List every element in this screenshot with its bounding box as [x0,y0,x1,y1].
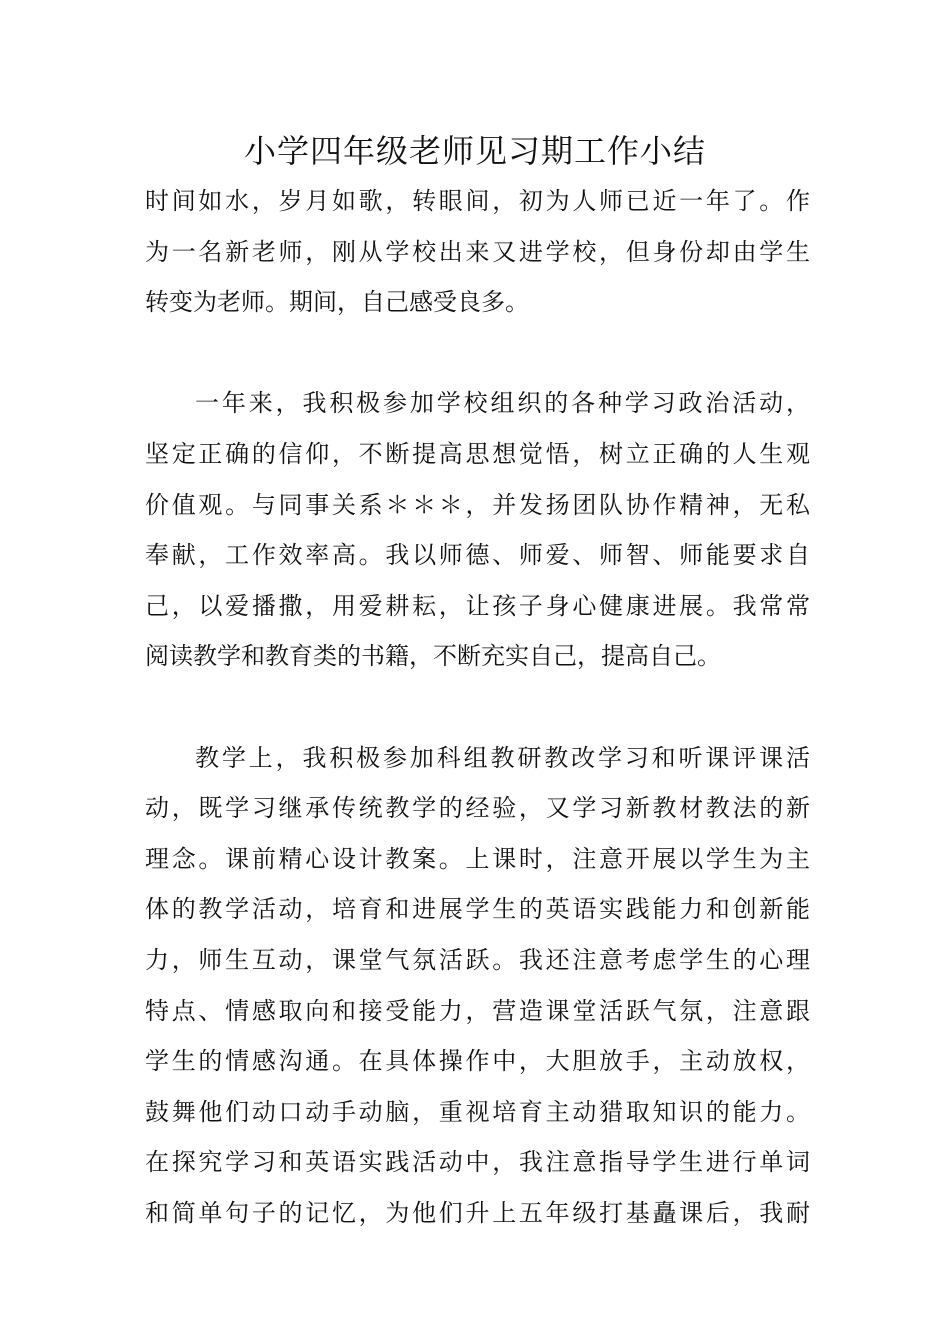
text-line: 坚定正确的信仰，不断提高思想觉悟，树立正确的人生观 [145,439,810,468]
text-line: 体的教学活动，培育和进展学生的英语实践能力和创新能 [145,895,810,924]
text-line: 一年来，我积极参加学校组织的各种学习政治活动， [195,389,810,418]
text-line: 和简单句子的记忆，为他们升上五年级打基矗课后，我耐 [145,1198,810,1227]
text-line: 理念。课前精心设计教案。上课时，注意开展以学生为主 [145,844,810,873]
text-line: 时间如水，岁月如歌，转眼间，初为人师已近一年了。作 [145,187,810,215]
text-line: 奉献，工作效率高。我以师德、师爱、师智、师能要求自 [145,541,810,570]
paragraph-3 [145,733,810,1239]
paragraph-2 [145,378,810,682]
text-line: 动，既学习继承传统教学的经验，又学习新教材教法的新 [145,794,810,823]
document-title: 小学四年级老师见习期工作小结 [243,132,706,170]
text-line: 教学上，我积极参加科组教研教改学习和听课评课活 [195,743,810,772]
text-line: 转变为老师。期间，自己感受良多。 [145,288,529,317]
text-line: 在探究学习和英语实践活动中，我注意指导学生进行单词 [145,1148,810,1177]
text-line: 为一名新老师，刚从学校出来又进学校，但身份却由学生 [145,237,810,266]
paragraph-gap [145,328,810,379]
text-line: 阅读教学和教育类的书籍，不断充实自己，提高自己。 [145,642,721,671]
text-line: 鼓舞他们动口动手动脑，重视培育主动猎取知识的能力。 [145,1097,810,1126]
document-body [145,176,810,1238]
text-line: 价值观。与同事关系＊＊＊，并发扬团队协作精神，无私 [145,490,810,519]
text-line: 己，以爱播撒，用爱耕耘，让孩子身心健康进展。我常常 [145,591,810,620]
text-line: 特点、情感取向和接受能力，营造课堂活跃气氛，注意跟 [145,996,810,1025]
paragraph-1 [145,176,810,328]
text-line: 力，师生互动，课堂气氛活跃。我还注意考虑学生的心理 [145,945,810,974]
text-line: 学生的情感沟通。在具体操作中，大胆放手，主动放权， [145,1047,810,1076]
paragraph-gap [145,682,810,733]
